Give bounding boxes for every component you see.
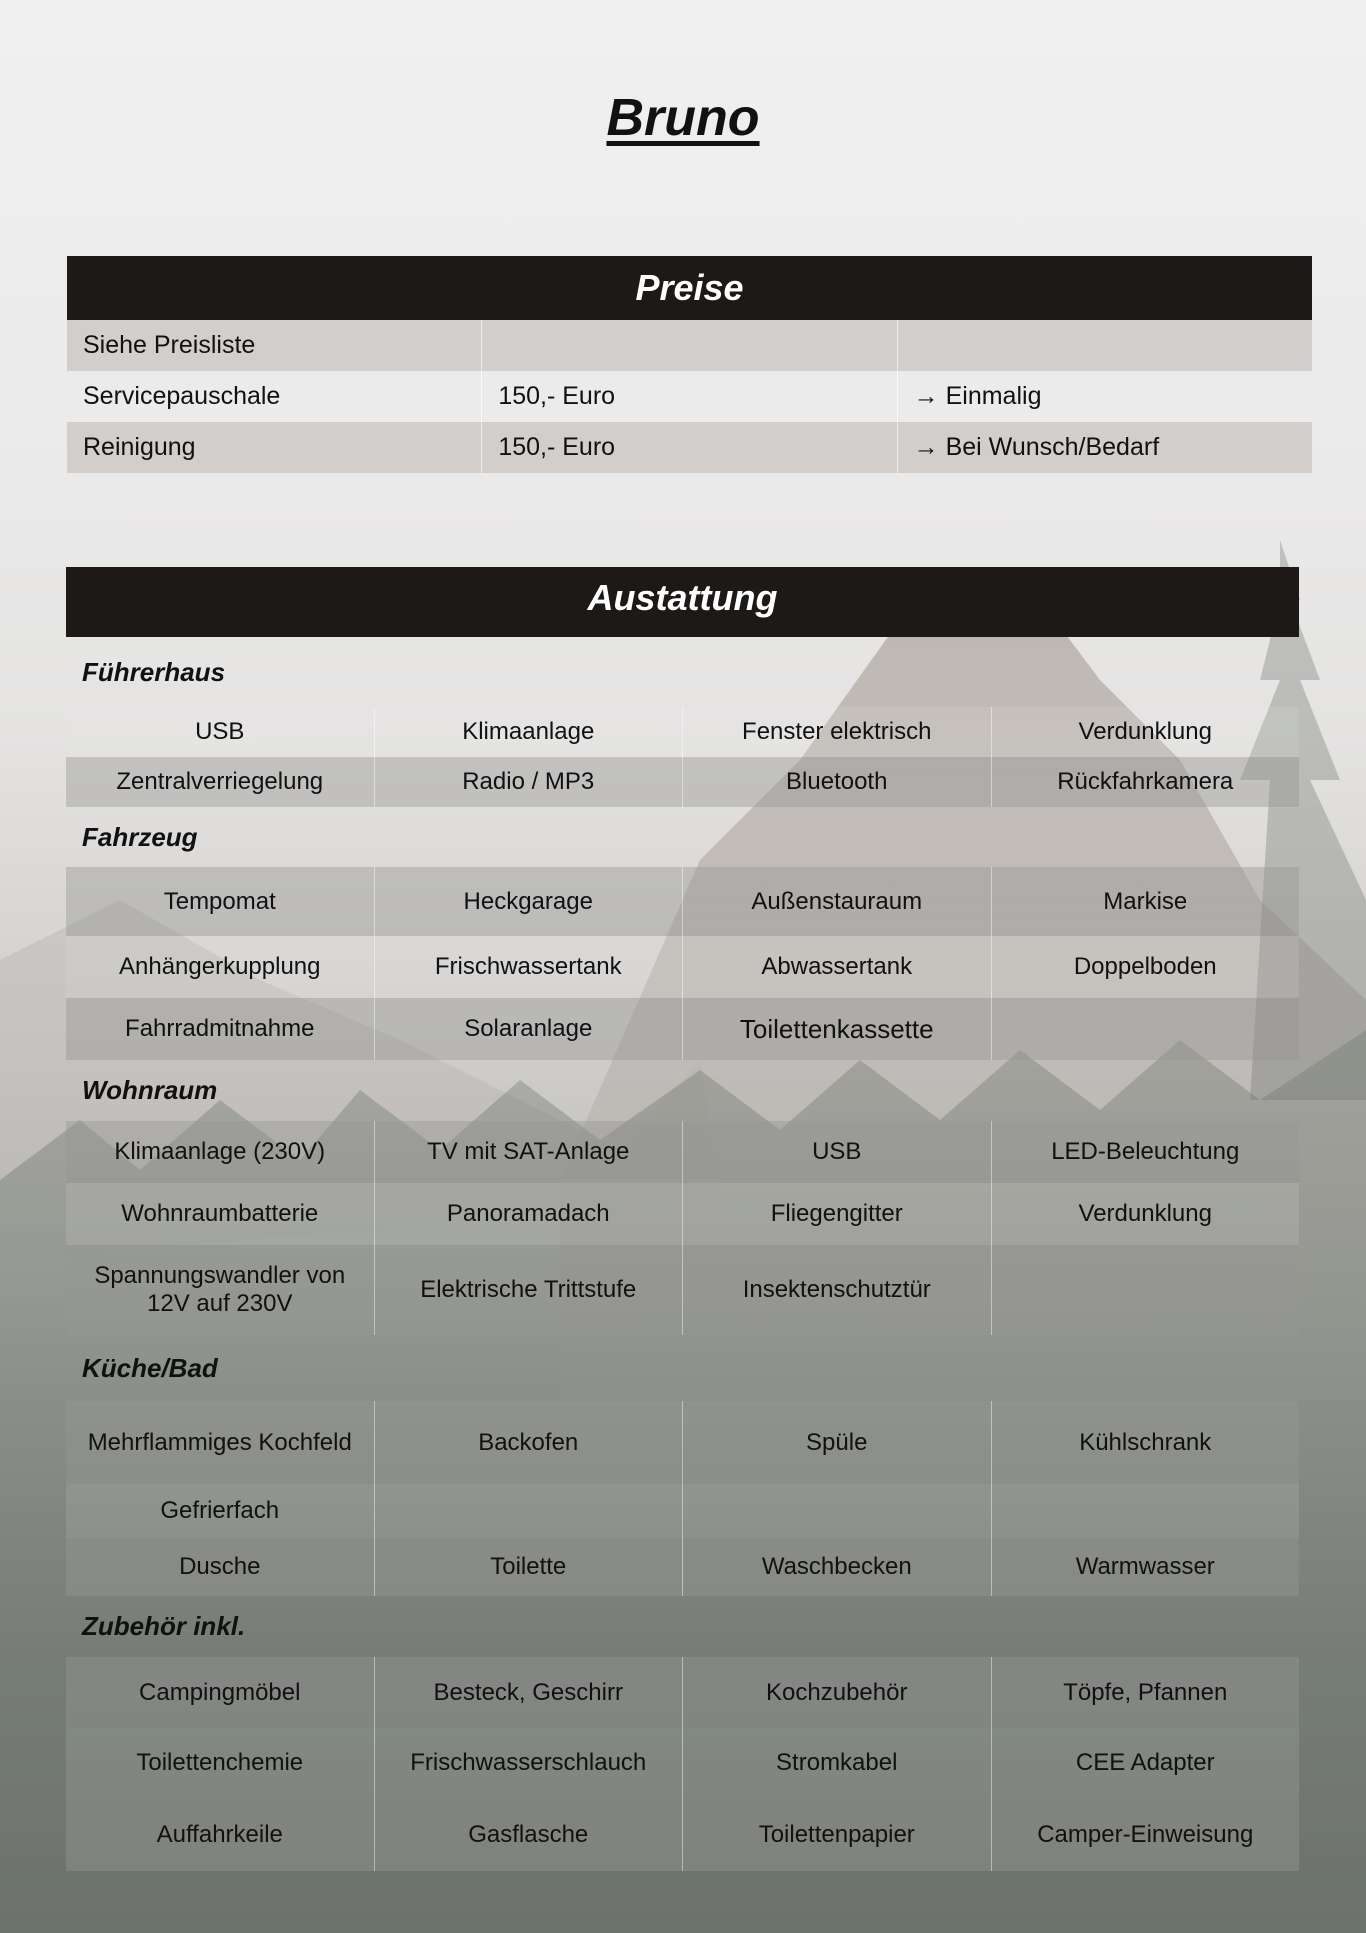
equipment-item: Camper-Einweisung [1037,1820,1254,1848]
equipment-row [66,1657,1299,1728]
equipment-row [66,867,1299,936]
equipment-row [66,1245,1299,1335]
equipment-item: Bluetooth [683,757,992,807]
price-note: → Bei Wunsch/Bedarf [913,433,1160,461]
equipment-item: Gefrierfach [66,1484,375,1538]
section-heading: Küche/Bad [82,1352,218,1383]
equipment-item: Wohnraumbatterie [66,1183,375,1245]
page-title: Bruno [606,89,760,147]
equipment-item: Kochzubehör [683,1657,992,1728]
equipment-item: Frischwassertank [375,936,684,998]
equipment-item: Elektrische Trittstufe [375,1245,684,1335]
equipment-item: Außenstauraum [683,867,992,936]
equipment-item: Fliegengitter [683,1183,992,1245]
equipment-item: Klimaanlage [375,707,684,757]
equipment-item: Abwassertank [683,936,992,998]
equipment-item: CEE Adapter [1075,1749,1215,1776]
price-label: Reinigung [67,422,482,473]
equipment-item: Radio / MP3 [375,757,684,807]
price-row [67,422,1312,473]
equipment-item: Waschbecken [683,1538,992,1596]
equipment-item: Töpfe, Pfannen [1063,1678,1228,1706]
equipment-item: Markise [1103,887,1188,915]
equipment-row [66,1798,1299,1871]
equipment-item: Gasflasche [375,1798,684,1871]
equipment-item: Spüle [683,1401,992,1484]
equipment-row [66,707,1299,757]
price-note [898,320,1312,371]
equipment-item: Panoramadach [375,1183,684,1245]
price-note: → Einmalig [913,382,1042,410]
equipment-item: Frischwasserschlauch [375,1728,684,1798]
equipment-item: Warmwasser [1075,1553,1215,1580]
equipment-item: Tempomat [66,867,375,936]
equipment-item: USB [683,1121,992,1183]
equipment-item: Solaranlage [375,998,684,1060]
equipment-item: Klimaanlage (230V) [66,1121,375,1183]
equipment-item [375,1484,684,1538]
equipment-item: Campingmöbel [66,1657,375,1728]
equipment-item: Spannungswandler von 12V auf 230V [66,1245,375,1335]
equipment-item: Heckgarage [375,867,684,936]
equipment-item: Stromkabel [683,1728,992,1798]
equipment-item: Insektenschutztür [683,1245,992,1335]
equipment-item [992,1245,1300,1335]
section-heading: Fahrzeug [82,821,198,852]
equipment-item [992,1484,1300,1538]
equipment-item: Anhängerkupplung [66,936,375,998]
equipment-item: Fenster elektrisch [683,707,992,757]
equipment-item: TV mit SAT-Anlage [375,1121,684,1183]
section-heading: Zubehör inkl. [82,1611,246,1641]
equipment-item: Toilettenkassette [683,998,992,1060]
price-amount: 150,- Euro [482,422,897,473]
equipment-item: Verdunklung [1078,718,1212,745]
equipment-item: Auffahrkeile [66,1798,375,1871]
equipment-item: Toilette [375,1538,684,1596]
equipment-item: Verdunklung [1078,1200,1212,1227]
equipment-item: Doppelboden [1073,953,1217,980]
equipment-item: Fahrradmitnahme [66,998,375,1060]
equipment-row [66,1728,1299,1798]
price-row [67,371,1312,422]
equipment-row [66,1484,1299,1538]
equipment-item: Rückfahrkamera [1057,768,1234,795]
section-heading: Führerhaus [82,656,226,687]
equipment-row [66,998,1299,1060]
equipment-item [683,1484,992,1538]
equipment-item: Toilettenchemie [66,1728,375,1798]
equipment-table [66,637,1299,1871]
price-label: Siehe Preisliste [67,320,482,371]
equipment-item: Zentralverriegelung [66,757,375,807]
equipment-row [66,1121,1299,1183]
equipment-item: Kühlschrank [1079,1428,1212,1456]
equipment-item: Mehrflammiges Kochfeld [66,1401,375,1484]
price-amount [482,320,897,371]
equipment-item [992,998,1300,1060]
equipment-item: Backofen [375,1401,684,1484]
equipment-row [66,1538,1299,1596]
equipment-item: Besteck, Geschirr [375,1657,684,1728]
prices-header: Preise [67,256,1312,320]
equipment-header: Austattung [66,567,1299,637]
equipment-item: USB [66,707,375,757]
equipment-row [66,1401,1299,1484]
prices-table [67,320,1312,473]
equipment-row [66,757,1299,807]
price-label: Servicepauschale [67,371,482,422]
section-heading: Wohnraum [82,1075,218,1105]
equipment-item: Toilettenpapier [683,1798,992,1871]
equipment-row [66,1183,1299,1245]
price-row [67,320,1312,371]
equipment-row [66,936,1299,998]
price-amount: 150,- Euro [482,371,897,422]
equipment-item: LED-Beleuchtung [1051,1138,1240,1165]
equipment-item: Dusche [66,1538,375,1596]
